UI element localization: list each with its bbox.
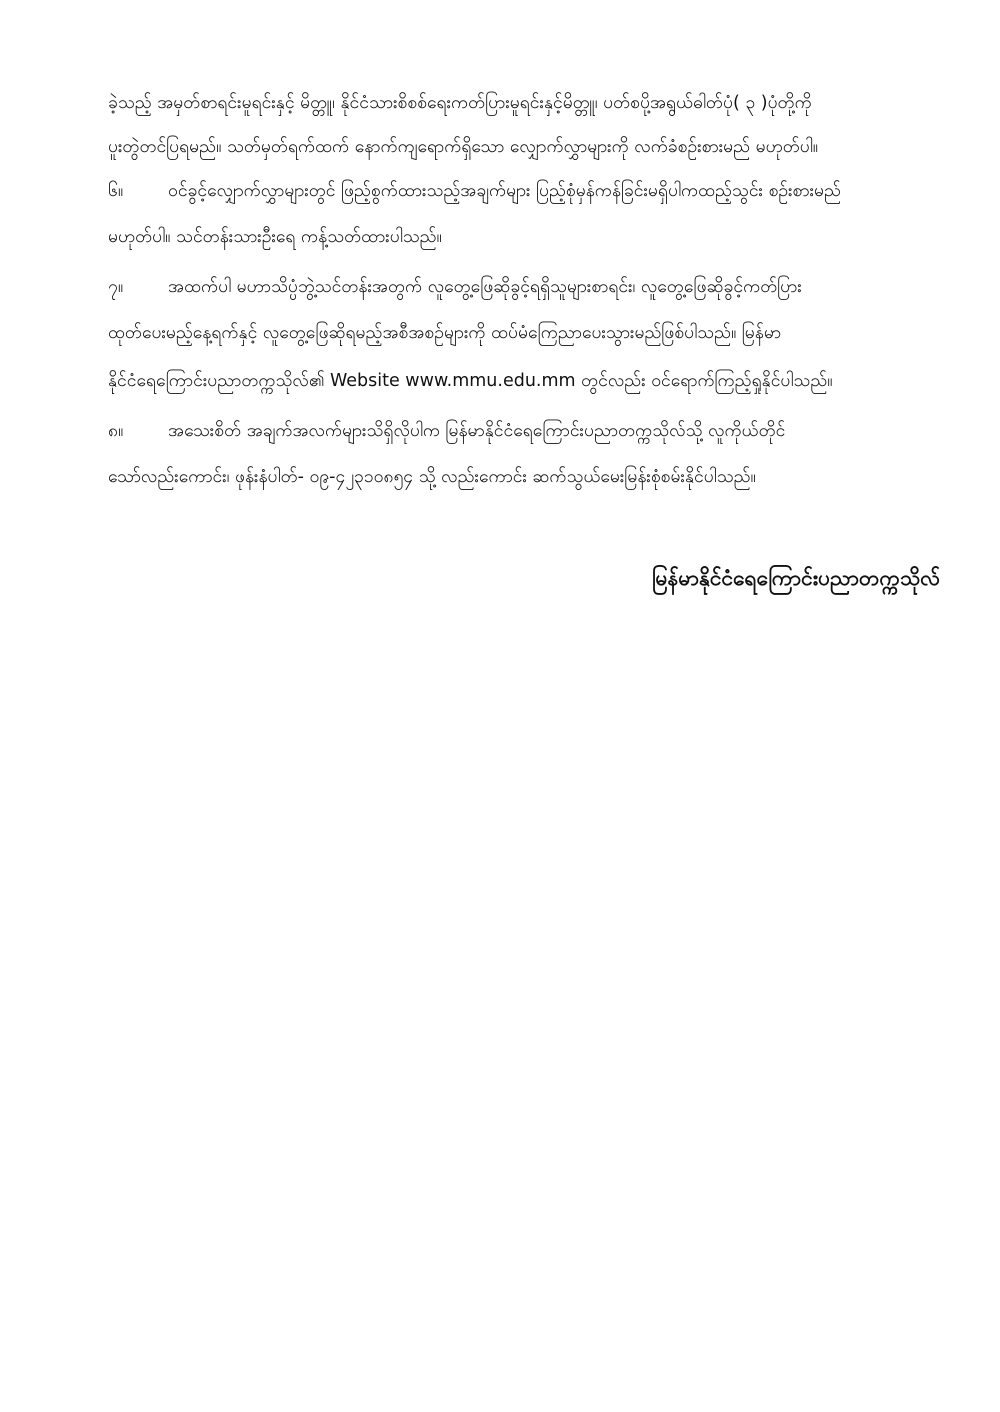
paragraph-7-text-1: အထက်ပါ မဟာသိပ္ပံဘွဲ့သင်တန်းအတွက် လူတွေ့ဖြေဆိုခွင့်ရရှိသူများစာရင်း၊ လူတွေ့ဖြေဆိုခွင့်ကတ်ပြား: [168, 277, 802, 297]
paragraph-8-line-2: သော်လည်းကောင်း၊ ဖုန်းနံပါတ်- ၀၉-၄၂၃၁၀၈၅၄ သို့ လည်းကောင်း ဆက်သွယ်မေးမြန်းစုံစမ်းနိုင်ပါသည်။: [108, 467, 756, 487]
paragraph-8-line-1: [108, 416, 940, 446]
paragraph-6-text-1: ဝင်ခွင့်လျှောက်လွှာများတွင် ဖြည့်စွက်ထားသည့်အချက်များ ပြည့်စုံမှန်ကန်ခြင်းမရှိပါကထည့်သွင်း စဉ်းစားမည်: [168, 181, 841, 201]
paragraph-6-line-2: မဟုတ်ပါ။ သင်တန်းသားဦးရေ ကန့်သတ်ထားပါသည်။: [108, 227, 442, 247]
paragraph-7-number: ၇။: [108, 277, 124, 297]
paragraph-continuation-line-1: ခဲ့သည့် အမှတ်စာရင်းမူရင်းနှင့် မိတ္တူ၊ နိုင်ငံသားစိစစ်ရေးကတ်ပြားမူရင်းနှင့်မိတ္တူ၊ ပတ်စပို့အရွယ်ဓါတ်ပုံ( ၃ )ပုံတို့ကို: [108, 93, 812, 113]
paragraph-7-line-2: ထုတ်ပေးမည့်နေ့ရက်နှင့် လူတွေ့ဖြေဆိုရမည့်အစီအစဉ်များကို ထပ်မံကြေညာပေးသွားမည်ဖြစ်ပါသည်။ မြန်မာ: [108, 323, 782, 343]
paragraph-7-line-1: [108, 272, 940, 302]
paragraph-8-number: ၈။: [108, 421, 124, 441]
paragraph-8-text-1: အသေးစိတ် အချက်အလက်များသိရှိလိုပါက မြန်မာနိုင်ငံရေကြောင်းပညာတက္ကသိုလ်သို့ လူကိုယ်တိုင်: [168, 421, 786, 441]
paragraph-continuation-line-2: ပူးတွဲတင်ပြရမည်။ သတ်မှတ်ရက်ထက် နောက်ကျရောက်ရှိသော လျှောက်လွှာများကို လက်ခံစဉ်းစားမည် မဟုတ်ပါ။: [108, 137, 819, 157]
signature-university-name: မြန်မာနိုင်ငံရေကြောင်းပညာတက္ကသိုလ်: [651, 566, 940, 590]
paragraph-6-number: ၆။: [108, 181, 124, 201]
paragraph-7-line-3: နိုင်ငံရေကြောင်းပညာတက္ကသိုလ်၏ Website www.mmu.edu.mm တွင်လည်း ဝင်ရောက်ကြည့်ရှုနိုင်ပါသည်။: [108, 371, 833, 391]
paragraph-6-line-1: [108, 176, 940, 206]
